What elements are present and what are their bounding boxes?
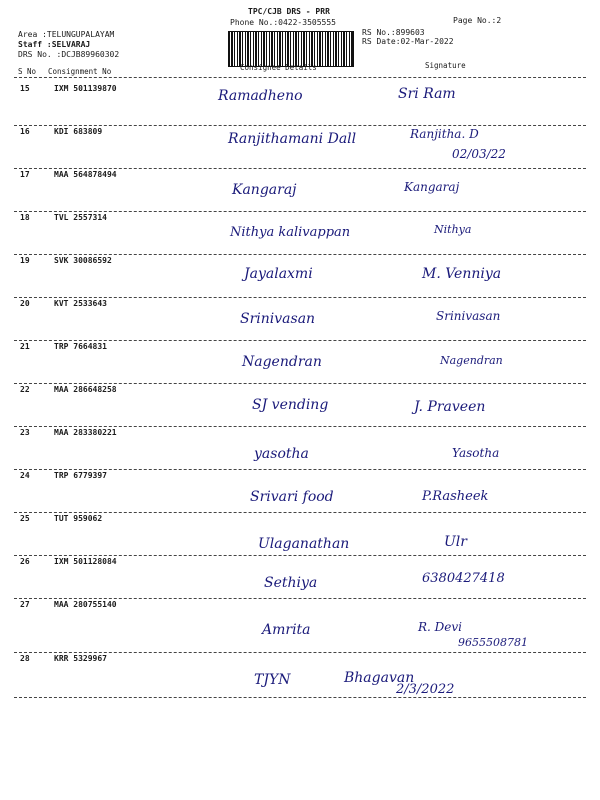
row-signature: R. Devi bbox=[418, 620, 463, 634]
row-consignment: SVK 30086592 bbox=[54, 256, 112, 265]
row-consignment: KRR 5329967 bbox=[54, 654, 107, 663]
table-row bbox=[0, 82, 600, 125]
row-rule bbox=[14, 426, 586, 427]
row-consignee: Nithya kalivappan bbox=[230, 225, 351, 240]
row-sno: 25 bbox=[20, 514, 30, 523]
row-consignment: TRP 6779397 bbox=[54, 471, 107, 480]
row-rule bbox=[14, 512, 586, 513]
row-rule bbox=[14, 168, 586, 169]
row-rule bbox=[14, 254, 586, 255]
drs-number: DRS No. :DCJB89960302 bbox=[18, 50, 120, 59]
column-header-consignment: Consignment No bbox=[48, 67, 112, 76]
row-consignee: Ulaganathan bbox=[258, 536, 350, 552]
table-row bbox=[0, 652, 600, 695]
area-label: Area :TELUNGUPALAYAM bbox=[18, 30, 115, 39]
row-rule bbox=[14, 652, 586, 653]
phone-number: Phone No.:0422-3505555 bbox=[230, 18, 336, 27]
table-row bbox=[0, 555, 600, 598]
table-row bbox=[0, 426, 600, 469]
row-signature: Kangaraj bbox=[404, 180, 460, 194]
row-rule bbox=[14, 340, 586, 341]
row-consignee: Ranjithamani Dall bbox=[228, 131, 357, 147]
row-signature: Nithya bbox=[434, 223, 472, 236]
row-consignee: Sethiya bbox=[264, 575, 318, 591]
row-sno: 21 bbox=[20, 342, 30, 351]
row-signature: Ranjitha. D bbox=[410, 127, 479, 141]
row-rule bbox=[14, 598, 586, 599]
row-consignee: Srivari food bbox=[250, 489, 334, 505]
row-signature: M. Venniya bbox=[422, 266, 502, 282]
row-sno: 22 bbox=[20, 385, 30, 394]
row-consignment: KVT 2533643 bbox=[54, 299, 107, 308]
column-header-sno: S No bbox=[18, 67, 37, 76]
row-consignment: TVL 2557314 bbox=[54, 213, 107, 222]
row-consignment: TUT 959062 bbox=[54, 514, 103, 523]
row-signature-note: 2/3/2022 bbox=[396, 682, 455, 697]
rs-number: RS No.:899603 bbox=[362, 28, 425, 37]
row-consignee: Amrita bbox=[262, 622, 311, 638]
row-sno: 18 bbox=[20, 213, 30, 222]
row-consignee: Nagendran bbox=[242, 354, 322, 370]
row-consignee: Kangaraj bbox=[232, 182, 297, 198]
row-sno: 26 bbox=[20, 557, 30, 566]
row-rule bbox=[14, 297, 586, 298]
table-row bbox=[0, 254, 600, 297]
table-row bbox=[0, 469, 600, 512]
rs-date: RS Date:02-Mar-2022 bbox=[362, 37, 454, 46]
row-signature: 6380427418 bbox=[422, 571, 505, 586]
row-consignee: yasotha bbox=[254, 446, 309, 462]
row-signature: Srinivasan bbox=[436, 309, 501, 323]
row-rule bbox=[14, 469, 586, 470]
row-consignment: TRP 7664831 bbox=[54, 342, 107, 351]
row-consignee: Ramadheno bbox=[218, 88, 303, 104]
page-number: Page No.:2 bbox=[453, 16, 502, 25]
row-consignment: MAA 280755140 bbox=[54, 600, 117, 609]
row-signature: Sri Ram bbox=[398, 86, 456, 102]
row-signature: P.Rasheek bbox=[422, 489, 489, 504]
row-consignee: TJYN bbox=[254, 672, 291, 688]
row-sno: 19 bbox=[20, 256, 30, 265]
table-row bbox=[0, 125, 600, 168]
row-sno: 15 bbox=[20, 84, 30, 93]
table-row bbox=[0, 383, 600, 426]
row-signature: Ulr bbox=[444, 534, 467, 550]
header-rule bbox=[14, 77, 586, 78]
row-rule bbox=[14, 383, 586, 384]
row-consignment: KDI 683809 bbox=[54, 127, 103, 136]
table-row bbox=[0, 168, 600, 211]
row-rule bbox=[14, 125, 586, 126]
row-consignment: MAA 564878494 bbox=[54, 170, 117, 179]
barcode bbox=[228, 31, 354, 67]
row-consignment: IXM 501128084 bbox=[54, 557, 117, 566]
row-consignee: Jayalaxmi bbox=[244, 266, 313, 282]
staff-label: Staff :SELVARAJ bbox=[18, 40, 91, 49]
row-signature-note: 02/03/22 bbox=[452, 147, 506, 161]
row-consignment: MAA 283380221 bbox=[54, 428, 117, 437]
row-rule bbox=[14, 211, 586, 212]
table-row bbox=[0, 512, 600, 555]
row-sno: 17 bbox=[20, 170, 30, 179]
row-consignment: MAA 286648258 bbox=[54, 385, 117, 394]
table-row bbox=[0, 297, 600, 340]
row-consignee: SJ vending bbox=[252, 397, 329, 413]
table-row bbox=[0, 211, 600, 254]
row-signature: Bhagavan bbox=[344, 670, 415, 686]
table-row bbox=[0, 598, 600, 649]
row-rule bbox=[14, 555, 586, 556]
row-consignee: Srinivasan bbox=[240, 311, 316, 327]
row-sno: 23 bbox=[20, 428, 30, 437]
row-rule bbox=[14, 697, 586, 698]
row-sno: 28 bbox=[20, 654, 30, 663]
column-header-signature: Signature bbox=[425, 61, 466, 70]
row-signature: Yasotha bbox=[452, 446, 500, 460]
column-header-consignee: Consignee Details bbox=[240, 63, 317, 72]
row-signature: Nagendran bbox=[440, 354, 503, 367]
row-sno: 20 bbox=[20, 299, 30, 308]
row-signature-note: 9655508781 bbox=[458, 636, 528, 649]
row-sno: 27 bbox=[20, 600, 30, 609]
report-title: TPC/CJB DRS - PRR bbox=[248, 7, 330, 16]
table-row bbox=[0, 340, 600, 383]
row-signature: J. Praveen bbox=[414, 399, 486, 415]
row-consignment: IXM 501139870 bbox=[54, 84, 117, 93]
row-sno: 24 bbox=[20, 471, 30, 480]
row-sno: 16 bbox=[20, 127, 30, 136]
